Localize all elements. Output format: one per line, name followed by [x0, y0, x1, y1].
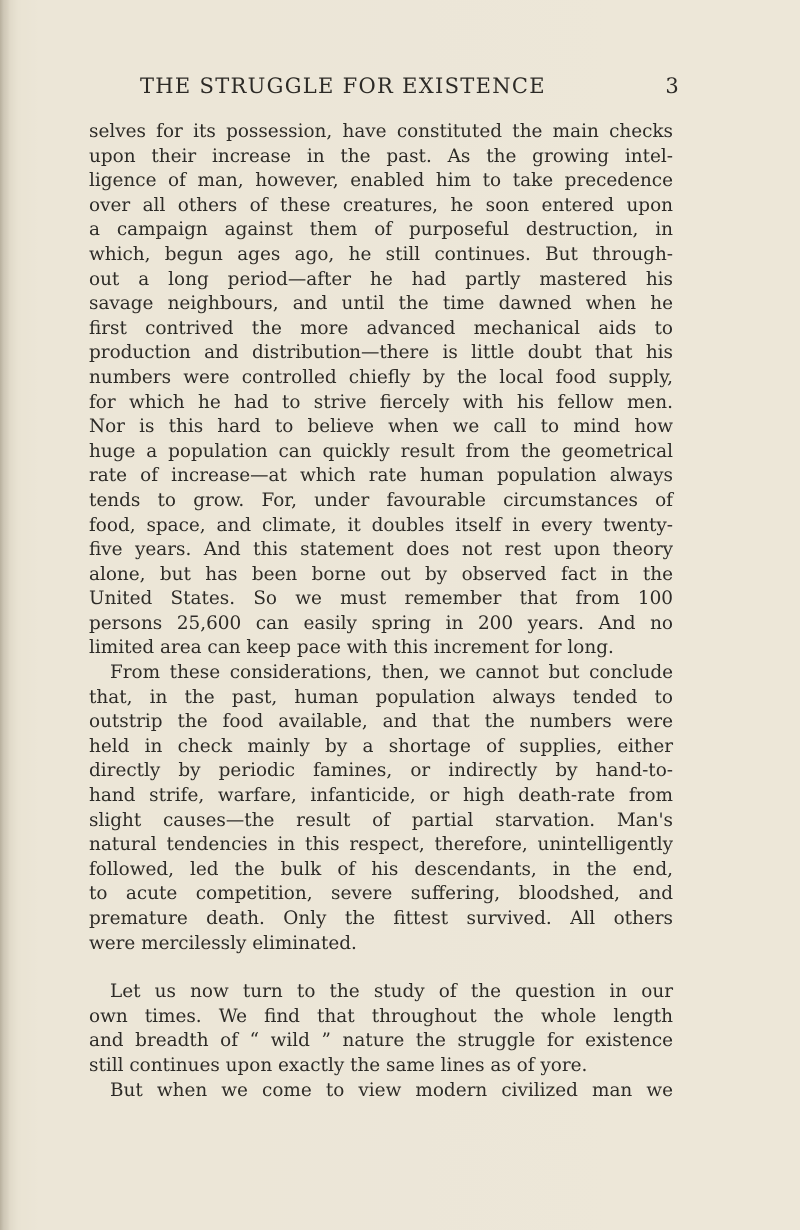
page-binding-shadow	[0, 0, 10, 1230]
text-line: followed, led the bulk of his descendants, in the end,	[89, 858, 673, 880]
text-line: numbers were controlled chiefly by the local food supply,	[89, 366, 673, 388]
page-number: 3	[665, 74, 680, 98]
text-line: own times. We find that throughout the whole length	[89, 1005, 673, 1027]
text-line: From these considerations, then, we cannot but conclude	[110, 662, 673, 684]
text-line: outstrip the food available, and that the numbers were	[89, 711, 673, 733]
text-line: five years. And this statement does not rest upon theory	[89, 539, 673, 561]
text-line: a campaign against them of purposeful destruction, in	[89, 219, 673, 241]
text-line: savage neighbours, and until the time dawned when he	[89, 293, 673, 315]
running-head	[140, 74, 680, 98]
text-line: upon their increase in the past. As the growing intel-	[89, 145, 673, 167]
text-line: ligence of man, however, enabled him to take precedence	[89, 170, 673, 192]
text-line: alone, but has been borne out by observed fact in the	[89, 563, 673, 585]
text-line: tends to grow. For, under favourable circumstances of	[89, 489, 673, 511]
text-line: limited area can keep pace with this increment for long.	[89, 637, 614, 659]
text-line: held in check mainly by a shortage of supplies, either	[89, 735, 673, 757]
text-line: Let us now turn to the study of the question in our	[110, 981, 673, 1003]
text-line: huge a population can quickly result from the geometrical	[89, 440, 673, 462]
running-head-title: THE STRUGGLE FOR EXISTENCE	[140, 74, 546, 98]
text-line: premature death. Only the fittest survived. All others	[89, 908, 673, 929]
text-line: production and distribution—there is little doubt that his	[89, 342, 673, 364]
text-line: persons 25,600 can easily spring in 200 years. And no	[89, 612, 673, 634]
text-line: directly by periodic famines, or indirectly by hand-to-	[89, 760, 673, 782]
text-line: over all others of these creatures, he soon entered upon	[89, 194, 673, 216]
paragraph-1	[89, 120, 673, 661]
text-line: hand strife, warfare, infanticide, or high death-rate from	[89, 785, 673, 807]
paragraph-2	[89, 661, 673, 956]
text-line: still continues upon exactly the same lines as of yore.	[89, 1054, 588, 1076]
text-line: were mercilessly eliminated.	[89, 932, 357, 954]
text-line: natural tendencies in this respect, therefore, unintelligently	[89, 834, 673, 856]
text-line: Nor is this hard to believe when we call to mind how	[89, 416, 673, 438]
text-line: rate of increase—at which rate human population always	[89, 465, 673, 487]
text-line: selves for its possession, have constituted the main checks	[89, 121, 673, 142]
text-line: to acute competition, severe suffering, bloodshed, and	[89, 883, 673, 905]
text-line: first contrived the more advanced mechanical aids to	[89, 317, 673, 339]
text-line: for which he had to strive fiercely with his fellow men.	[89, 391, 673, 413]
body-text	[89, 120, 673, 1103]
text-line: slight causes—the result of partial starvation. Man's	[89, 809, 673, 831]
text-line: that, in the past, human population always tended to	[89, 686, 673, 708]
text-line: But when we come to view modern civilized man we	[110, 1079, 673, 1101]
paragraph-4	[89, 1079, 673, 1104]
text-line: food, space, and climate, it doubles itself in every twenty-	[89, 514, 673, 536]
text-line: out a long period—after he had partly mastered his	[89, 268, 673, 290]
text-line: United States. So we must remember that from 100	[89, 588, 673, 610]
paragraph-3	[89, 980, 673, 1078]
section-break	[89, 956, 673, 980]
text-line: which, begun ages ago, he still continues. But through-	[89, 243, 673, 265]
text-line: and breadth of “ wild ” nature the struggle for existence	[89, 1030, 673, 1052]
